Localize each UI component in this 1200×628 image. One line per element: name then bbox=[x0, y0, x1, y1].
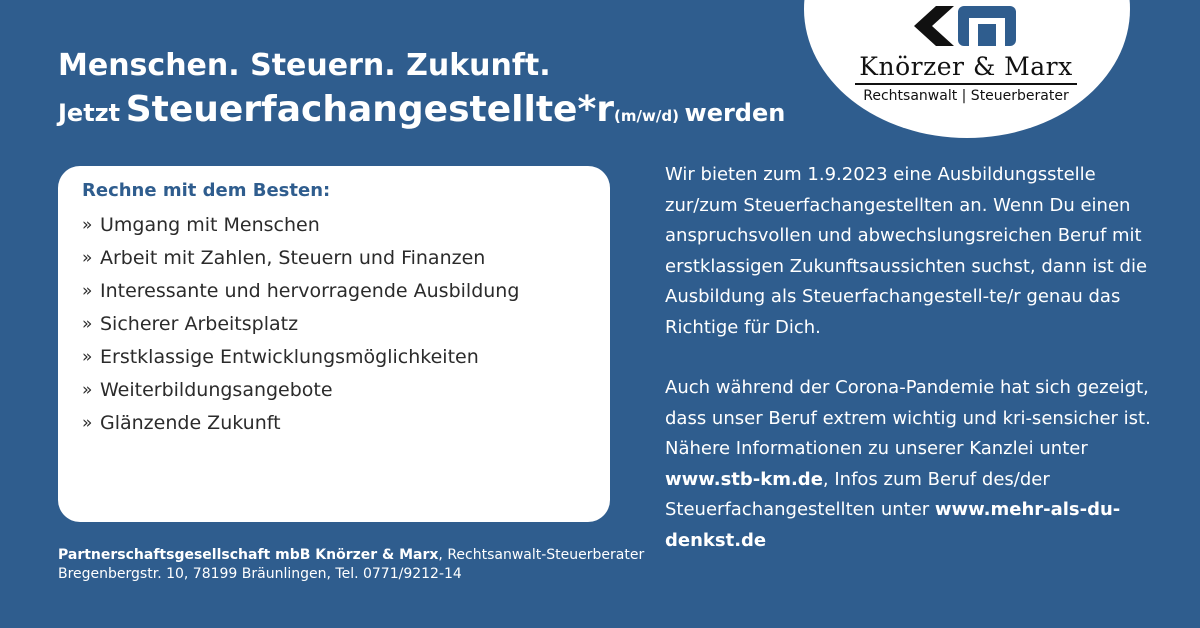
footer-address: Bregenbergstr. 10, 78199 Bräunlingen, Tel. 0771/9212-14 bbox=[58, 566, 462, 582]
logo-divider bbox=[855, 83, 1077, 85]
list-item: » Weiterbildungsangebote bbox=[82, 374, 590, 407]
description-paragraph-2: Auch während der Corona-Pandemie hat sich gezeigt, dass unser Beruf extrem wichtig und kri-sensicher ist. Nähere Informationen zu unserer Kanzlei unter www.stb-km.de, Infos zum Beruf des/der Steuerfachangestellten unter www.mehr-als-du-denkst.de bbox=[665, 377, 1151, 551]
logo-firm-name: Knörzer & Marx bbox=[859, 52, 1073, 81]
logo-subtitle: Rechtsanwalt | Steuerberater bbox=[863, 88, 1069, 104]
list-item: » Umgang mit Menschen bbox=[82, 209, 590, 242]
benefits-title: Rechne mit dem Besten: bbox=[82, 180, 331, 201]
footer-company-name: Partnerschaftsgesellschaft mbB Knörzer & Marx bbox=[58, 547, 439, 563]
bullet-icon: » bbox=[82, 413, 93, 433]
list-item: » Interessante und hervorragende Ausbildung bbox=[82, 275, 590, 308]
bullet-icon: » bbox=[82, 248, 93, 268]
bullet-icon: » bbox=[82, 215, 93, 235]
bullet-icon: » bbox=[82, 314, 93, 334]
career-info-link[interactable]: www.mehr-als-du-denkst.de bbox=[665, 499, 1121, 551]
description-paragraph-1: Wir bieten zum 1.9.2023 eine Ausbildungsstelle zur/zum Steuerfachangestellten an. Wenn Du einen anspruchsvollen und abwechslungsreichen Beruf mit erstklassigen Zukunftsaussichten suchst, dann ist die Ausbildung als Steuerfachangestell-te/r genau das Richtige für Dich. bbox=[665, 164, 1148, 338]
benefits-list bbox=[82, 209, 590, 440]
footer bbox=[58, 546, 644, 584]
website-link[interactable]: www.stb-km.de bbox=[665, 468, 823, 490]
company-logo bbox=[846, 0, 1086, 110]
km-monogram-icon bbox=[914, 4, 1018, 48]
headline-job-title: Steuerfachangestellte*r bbox=[125, 89, 615, 130]
bullet-icon: » bbox=[82, 281, 93, 301]
headline-suffix: werden bbox=[684, 99, 786, 127]
headline-line-2 bbox=[58, 88, 785, 138]
list-item: » Glänzende Zukunft bbox=[82, 407, 590, 440]
bullet-icon: » bbox=[82, 380, 93, 400]
footer-company-line bbox=[58, 546, 644, 565]
headline-gender-note: (m/w/d) bbox=[614, 107, 679, 125]
list-item: » Sicherer Arbeitsplatz bbox=[82, 308, 590, 341]
headline-prefix: Jetzt bbox=[58, 99, 121, 127]
list-item: » Arbeit mit Zahlen, Steuern und Finanzen bbox=[82, 242, 590, 275]
list-item: » Erstklassige Entwicklungsmöglichkeiten bbox=[82, 341, 590, 374]
description bbox=[665, 160, 1155, 556]
benefits-card bbox=[58, 166, 610, 522]
headline bbox=[58, 48, 785, 138]
headline-line-1: Menschen. Steuern. Zukunft. bbox=[58, 48, 551, 83]
bullet-icon: » bbox=[82, 347, 93, 367]
footer-company-suffix: , Rechtsanwalt-Steuerberater bbox=[438, 547, 645, 563]
